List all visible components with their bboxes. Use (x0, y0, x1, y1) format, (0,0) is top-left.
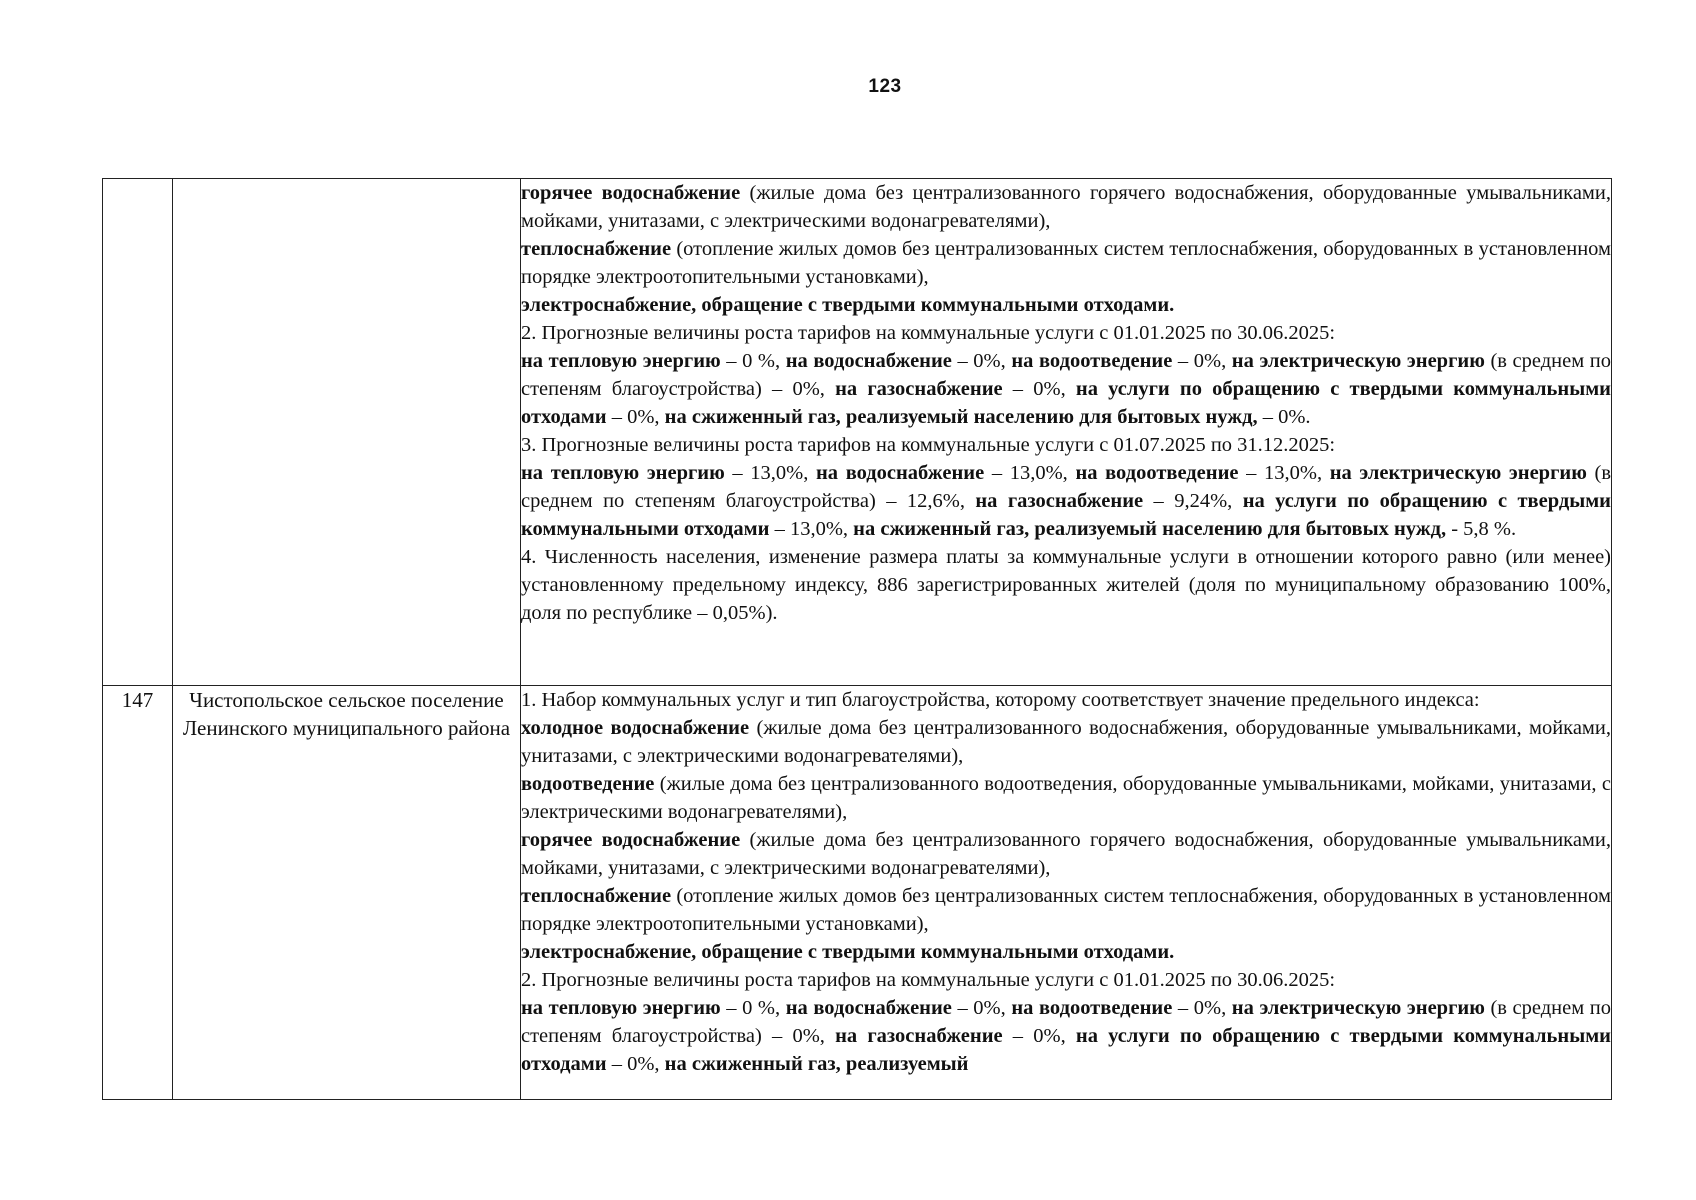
text-run: – 0%, (1172, 997, 1232, 1019)
paragraph (521, 770, 1611, 826)
text-run: – 0 %, (720, 350, 786, 372)
text-run: – 0 %, (720, 997, 786, 1019)
paragraph (521, 686, 1611, 714)
paragraph (521, 826, 1611, 882)
paragraph (521, 347, 1611, 431)
bold-text: электроснабжение, обращение с твердыми коммунальными отходами. (521, 294, 1175, 316)
row-number-cell: 147 (103, 686, 173, 1100)
bold-text: на водоотведение (1075, 462, 1239, 484)
bold-text: на сжиженный газ, реализуемый населению для бытовых нужд, (664, 406, 1258, 428)
bold-text: на водоснабжение (785, 997, 952, 1019)
bold-text: на тепловую энергию (521, 997, 721, 1019)
text-run: (жилые дома без централизованного горячего водоснабжения, оборудованные умывальниками, мойками, унитазами, с электрическими водонагревателями), (521, 829, 1611, 879)
paragraph (521, 882, 1611, 938)
bold-text: на услуги по обращению с твердыми коммунальными отходами (521, 378, 1611, 428)
bold-text: водоотведение (521, 773, 655, 795)
text-run: – 0%, (951, 350, 1012, 372)
tariff-description-cell (521, 179, 1612, 686)
text-run: – 13,0%, (1238, 462, 1330, 484)
text-run: – 0%. (1257, 406, 1311, 428)
bold-text: на тепловую энергию (521, 350, 721, 372)
bold-text: на услуги по обращению с твердыми коммунальными отходами (521, 490, 1611, 540)
text-run: – 0%, (606, 1053, 665, 1075)
text-run: – 0%, (1002, 378, 1076, 400)
text-run: – 13,0%, (724, 462, 816, 484)
bold-text: на сжиженный газ, реализуемый (664, 1053, 969, 1075)
text-run: – 0%, (951, 997, 1012, 1019)
bold-text: на водоснабжение (816, 462, 985, 484)
paragraph (521, 938, 1611, 966)
text-run: – 13,0%, (984, 462, 1076, 484)
bold-text: на газоснабжение (835, 378, 1003, 400)
text-run: (в среднем по степеням благоустройства) – 0%, (521, 350, 1611, 400)
paragraph (521, 994, 1611, 1078)
paragraph (521, 714, 1611, 770)
paragraph (521, 459, 1611, 543)
tariff-description-cell (521, 686, 1612, 1100)
row-number-cell (103, 179, 173, 686)
text-run: – 9,24%, (1143, 490, 1243, 512)
bold-text: на водоотведение (1011, 350, 1173, 372)
municipality-name-cell (173, 179, 521, 686)
bold-text: на электрическую энергию (1231, 350, 1485, 372)
text-run: (жилые дома без централизованного горячего водоснабжения, оборудованные умывальниками, мойками, унитазами, с электрическими водонагревателями), (521, 182, 1611, 232)
text-run: 2. Прогнозные величины роста тарифов на коммунальные услуги с 01.01.2025 по 30.06.2025: (521, 969, 1336, 991)
bold-text: горячее водоснабжение (521, 182, 741, 204)
text-run: (отопление жилых домов без централизованных систем теплоснабжения, оборудованных в установленном порядке электроотопительными установками), (521, 238, 1611, 288)
bold-text: теплоснабжение (521, 885, 672, 907)
table-row (103, 179, 1612, 686)
text-run: - 5,8 %. (1446, 518, 1517, 540)
page-number: 123 (868, 76, 902, 97)
text-run: – 0%, (1002, 1025, 1076, 1047)
text-run: – 13,0%, (769, 518, 854, 540)
bold-text: теплоснабжение (521, 238, 672, 260)
paragraph (521, 179, 1611, 235)
paragraph-list (521, 686, 1611, 1094)
text-run: (в среднем по степеням благоустройства) – 12,6%, (521, 462, 1611, 512)
text-run: 1. Набор коммунальных услуг и тип благоустройства, которому соответствует значение предельного индекса: (521, 689, 1480, 711)
table-row (103, 686, 1612, 1100)
paragraph (521, 966, 1611, 994)
text-run: (жилые дома без централизованного водоотведения, оборудованные умывальниками, мойками, унитазами, с электрическими водонагревателями), (521, 773, 1611, 823)
paragraph (521, 291, 1611, 319)
bold-text: на водоснабжение (785, 350, 952, 372)
text-run: (жилые дома без централизованного водоснабжения, оборудованные умывальниками, мойками, унитазами, с электрическими водонагревателями), (521, 717, 1611, 767)
bold-text: электроснабжение, обращение с твердыми коммунальными отходами. (521, 941, 1175, 963)
bold-text: холодное водоснабжение (521, 717, 750, 739)
paragraph (521, 543, 1611, 627)
text-run: – 0%, (1172, 350, 1232, 372)
bold-text: на сжиженный газ, реализуемый населению для бытовых нужд, (853, 518, 1447, 540)
text-run: 4. Численность населения, изменение размера платы за коммунальные услуги в отношении которого равно (или менее) установленному предельному индексу, 886 зарегистрированных жителей (доля по муниципальному образованию 100%, доля по республике – 0,05%). (521, 546, 1611, 624)
text-run: 3. Прогнозные величины роста тарифов на коммунальные услуги с 01.07.2025 по 31.12.2025: (521, 434, 1336, 456)
text-run: (в среднем по степеням благоустройства) – 0%, (521, 997, 1611, 1047)
bold-text: на электрическую энергию (1329, 462, 1587, 484)
tariff-table (102, 178, 1612, 1100)
municipality-name-cell: Чистопольское сельское поселение Ленинского муниципального района (173, 686, 521, 1100)
bold-text: горячее водоснабжение (521, 829, 741, 851)
bold-text: на электрическую энергию (1231, 997, 1485, 1019)
bold-text: на водоотведение (1011, 997, 1173, 1019)
text-run: – 0%, (606, 406, 665, 428)
paragraph (521, 431, 1611, 459)
text-run: (отопление жилых домов без централизованных систем теплоснабжения, оборудованных в установленном порядке электроотопительными установками), (521, 885, 1611, 935)
paragraph-list (521, 179, 1611, 627)
text-run: 2. Прогнозные величины роста тарифов на коммунальные услуги с 01.01.2025 по 30.06.2025: (521, 322, 1336, 344)
bold-text: на тепловую энергию (521, 462, 725, 484)
paragraph (521, 319, 1611, 347)
bold-text: на газоснабжение (975, 490, 1144, 512)
bold-text: на услуги по обращению с твердыми коммунальными отходами (521, 1025, 1611, 1075)
paragraph (521, 235, 1611, 291)
bold-text: на газоснабжение (835, 1025, 1003, 1047)
